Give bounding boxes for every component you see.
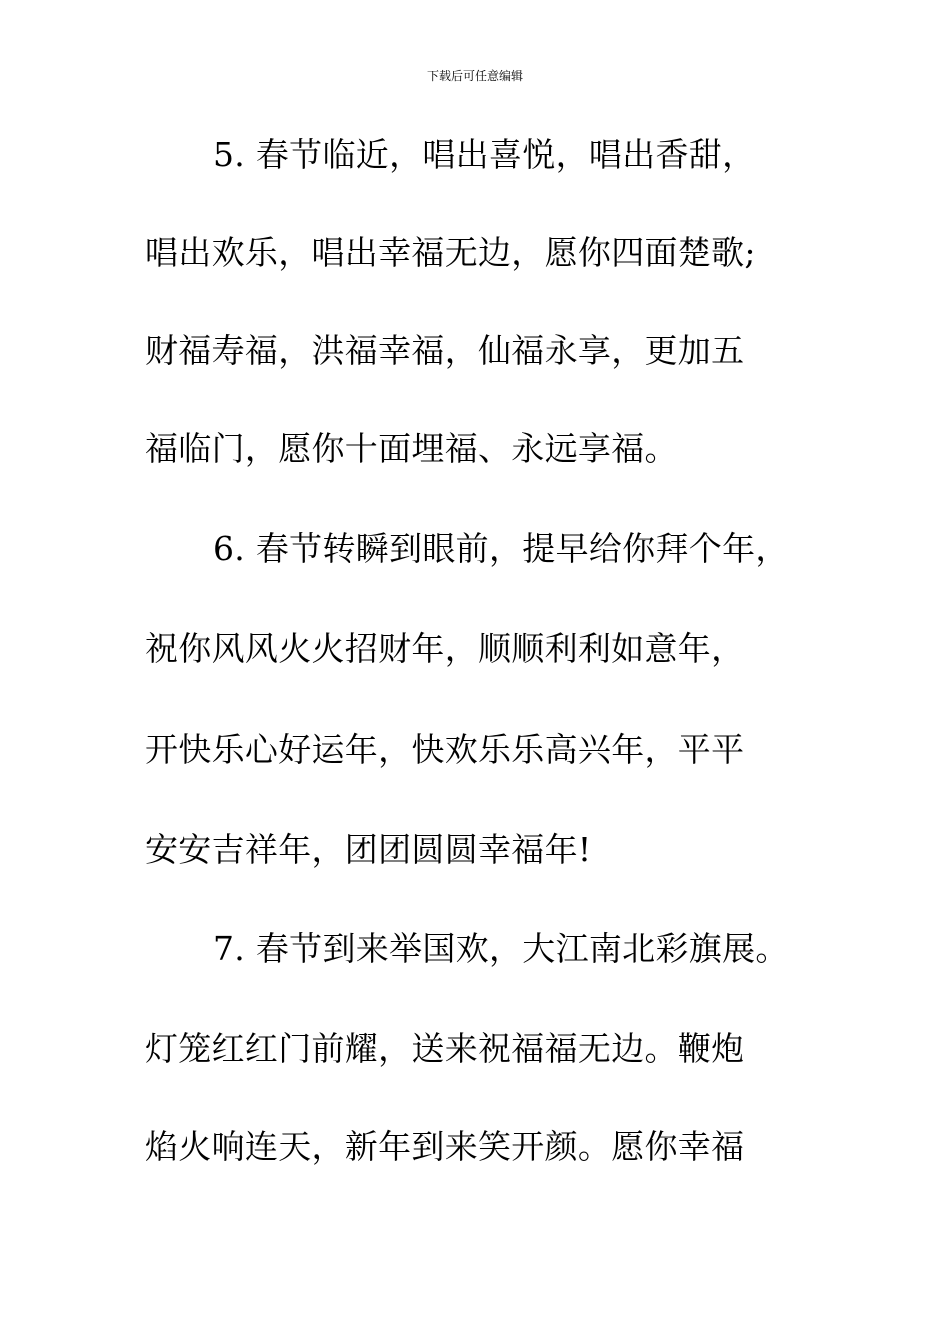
text-line: 焰火响连天，新年到来笑开颜。愿你幸福 <box>145 1127 745 1166</box>
text-line: 福临门，愿你十面埋福、永远享福。 <box>145 429 678 468</box>
text-line: 财福寿福，洪福幸福，仙福永享，更加五 <box>145 331 745 370</box>
text-line: 开快乐心好运年，快欢乐乐高兴年，平平 <box>145 730 745 769</box>
text-line: 6. 春节转瞬到眼前，提早给你拜个年， <box>213 529 789 568</box>
text-line: 安安吉祥年，团团圆圆幸福年! <box>145 830 592 869</box>
page-header: 下载后可任意编辑 <box>426 69 523 83</box>
text-line: 5. 春节临近，唱出喜悦，唱出香甜， <box>213 135 756 174</box>
text-line: 灯笼红红门前耀，送来祝福福无边。鞭炮 <box>145 1029 745 1068</box>
text-line: 7. 春节到来举国欢，大江南北彩旗展。 <box>213 929 789 968</box>
text-line: 唱出欢乐，唱出幸福无边，愿你四面楚歌; <box>145 233 756 272</box>
text-line: 祝你风风火火招财年，顺顺利利如意年， <box>145 629 745 668</box>
